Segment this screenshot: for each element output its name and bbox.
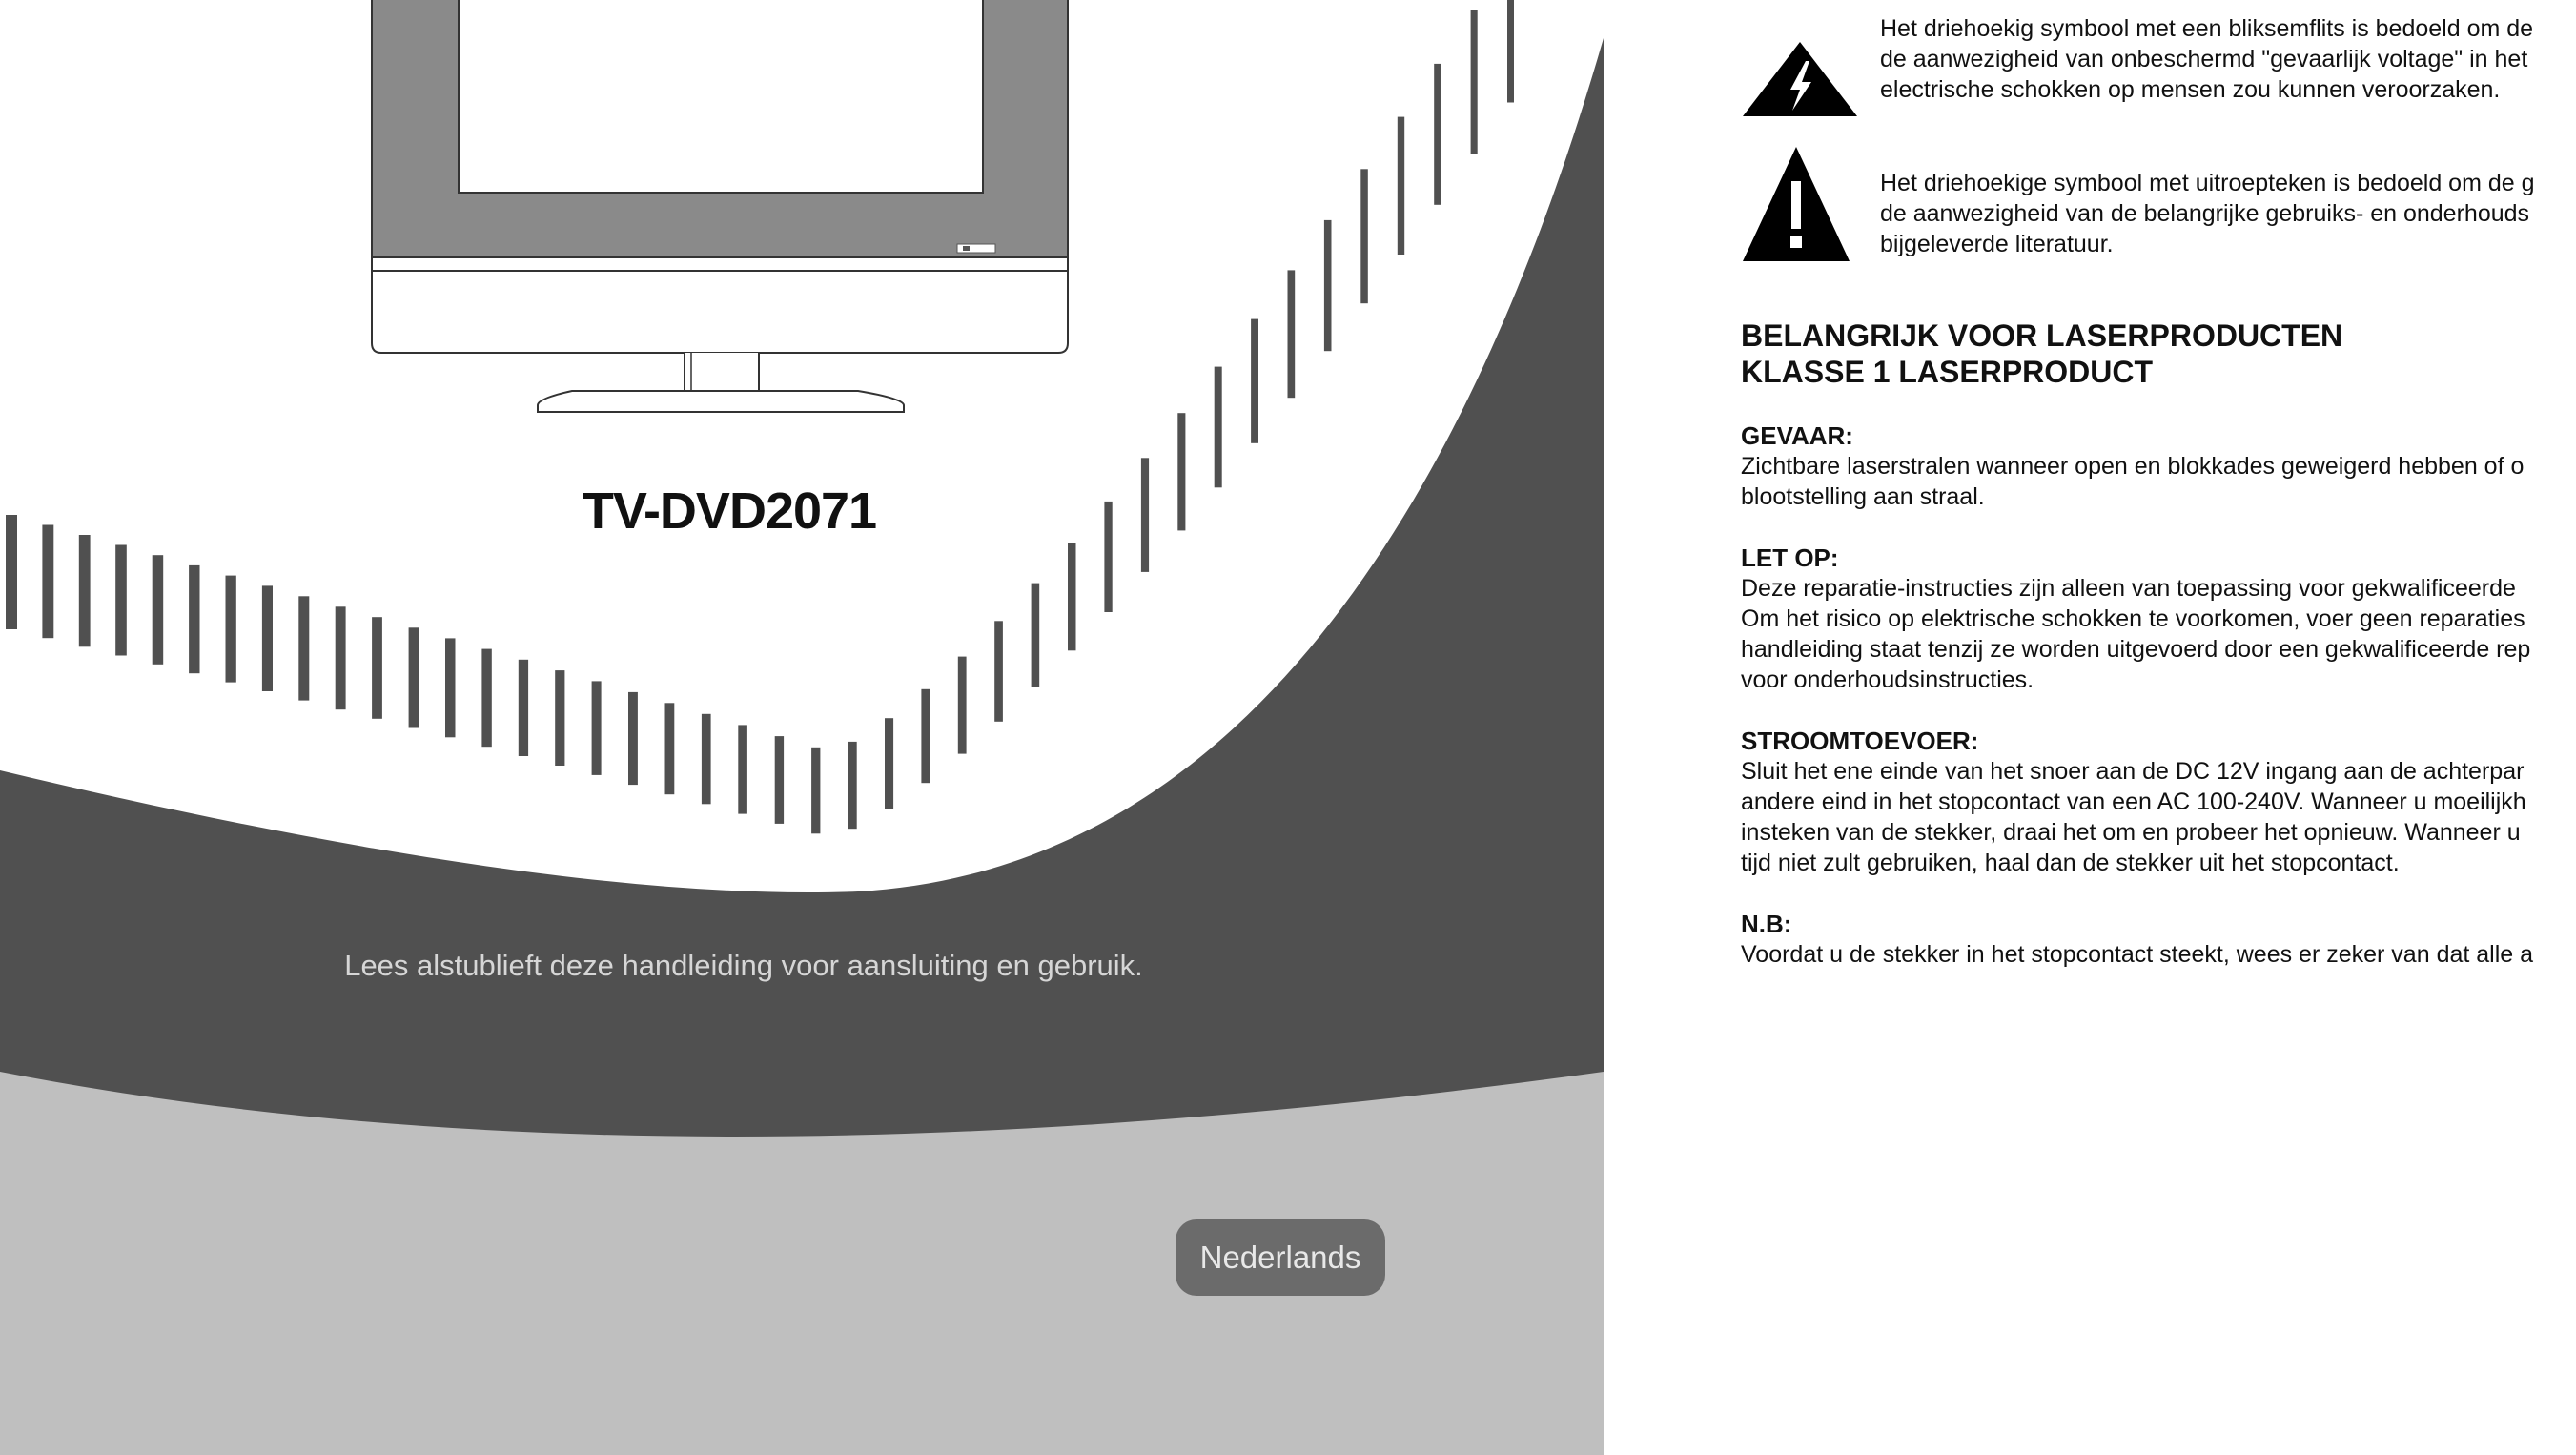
tick-mark: [1507, 0, 1514, 103]
tick-mark: [226, 576, 236, 683]
tick-mark: [628, 692, 638, 785]
tick-mark: [702, 714, 711, 805]
tick-mark: [1434, 64, 1441, 205]
tick-mark: [372, 617, 382, 719]
tick-mark: [115, 545, 127, 656]
tick-mark: [555, 670, 564, 766]
tick-mark: [665, 703, 675, 794]
safety-page: [1741, 0, 2576, 1455]
section-title-gevaar: GEVAAR:: [1741, 421, 1853, 450]
tick-mark: [1471, 10, 1478, 154]
tick-mark: [298, 596, 309, 700]
tick-mark: [1398, 117, 1404, 255]
exclamation-warning-icon: [1741, 145, 1851, 263]
section-title-stroomtoevoer: STROOMTOEVOER:: [1741, 727, 1979, 755]
tv-illustration: [372, 0, 1068, 412]
lightning-warning-icon: [1741, 40, 1859, 118]
tick-mark: [445, 638, 456, 737]
tick-mark: [409, 627, 419, 728]
tick-mark: [1324, 220, 1332, 351]
tick-mark: [1215, 367, 1222, 488]
warning-text-exclamation: Het driehoekige symbool met uitroepteken is bedoeld om de g de aanwezigheid van de belangrijke gebruiks- en onderhouds bijgeleverde literatuur.: [1880, 170, 2535, 257]
tick-mark: [262, 585, 273, 691]
tick-mark: [994, 621, 1003, 722]
model-title: TV-DVD2071: [582, 482, 877, 540]
tick-mark: [189, 565, 199, 673]
cover-tagline: Lees alstublieft deze handleiding voor aansluiting en gebruik.: [344, 949, 1143, 982]
warning-text-lightning: Het driehoekig symbool met een bliksemflits is bedoeld om de de aanwezigheid van onbeschermd "gevaarlijk voltage" in het electrische schokken op mensen zou kunnen veroorzaken.: [1880, 15, 2534, 103]
tick-mark: [1251, 319, 1258, 443]
laser-heading: BELANGRIJK VOOR LASERPRODUCTEN: [1741, 318, 2343, 353]
tick-mark: [811, 748, 820, 834]
tick-mark: [6, 515, 17, 629]
section-body-gevaar: Zichtbare laserstralen wanneer open en blokkades geweigerd hebben of o blootstelling aan straal.: [1741, 453, 2525, 510]
tick-mark: [42, 525, 53, 639]
language-button[interactable]: Nederlands: [1176, 1219, 1385, 1296]
tick-mark: [153, 555, 164, 665]
tick-mark: [592, 681, 602, 775]
tick-mark: [775, 736, 784, 824]
tick-mark: [1288, 270, 1296, 398]
tick-mark: [1104, 502, 1112, 612]
section-title-nb: N.B:: [1741, 910, 1792, 938]
tick-mark: [1177, 413, 1185, 530]
section-title-let-op: LET OP:: [1741, 543, 1839, 572]
tick-mark: [921, 689, 930, 783]
tick-mark: [481, 649, 491, 748]
laser-class-heading: KLASSE 1 LASERPRODUCT: [1741, 355, 2154, 389]
tick-mark: [958, 657, 967, 754]
section-body-stroomtoevoer: Sluit het ene einde van het snoer aan de DC 12V ingang aan de achterpar andere eind in het stopcontact van een AC 100-240V. Wanneer u moeilijkh insteken van de stekker, draai het om en probeer het opnieuw. Wanneer u tijd niet zult gebruiken, haal dan de stekker uit het stopcontact.: [1741, 758, 2526, 876]
section-body-nb: Voordat u de stekker in het stopcontact steekt, wees er zeker van dat alle a: [1741, 941, 2534, 968]
tick-mark: [519, 660, 528, 756]
tick-mark: [336, 606, 346, 709]
section-body-let-op: Deze reparatie-instructies zijn alleen van toepassing voor gekwalificeerde Om het risico op elektrische schokken te voorkomen, voer geen reparaties handleiding staat tenzij ze worden uitgevoerd door een gekwalificeerde rep voor onderhoudsinstructies.: [1741, 575, 2531, 693]
tick-mark: [1360, 169, 1368, 303]
tick-mark: [1068, 543, 1076, 651]
tick-mark: [885, 718, 893, 809]
tick-mark: [1141, 458, 1149, 572]
tick-mark: [848, 742, 857, 829]
tick-mark: [1032, 584, 1040, 687]
tick-mark: [79, 535, 91, 646]
tick-mark: [738, 725, 747, 813]
